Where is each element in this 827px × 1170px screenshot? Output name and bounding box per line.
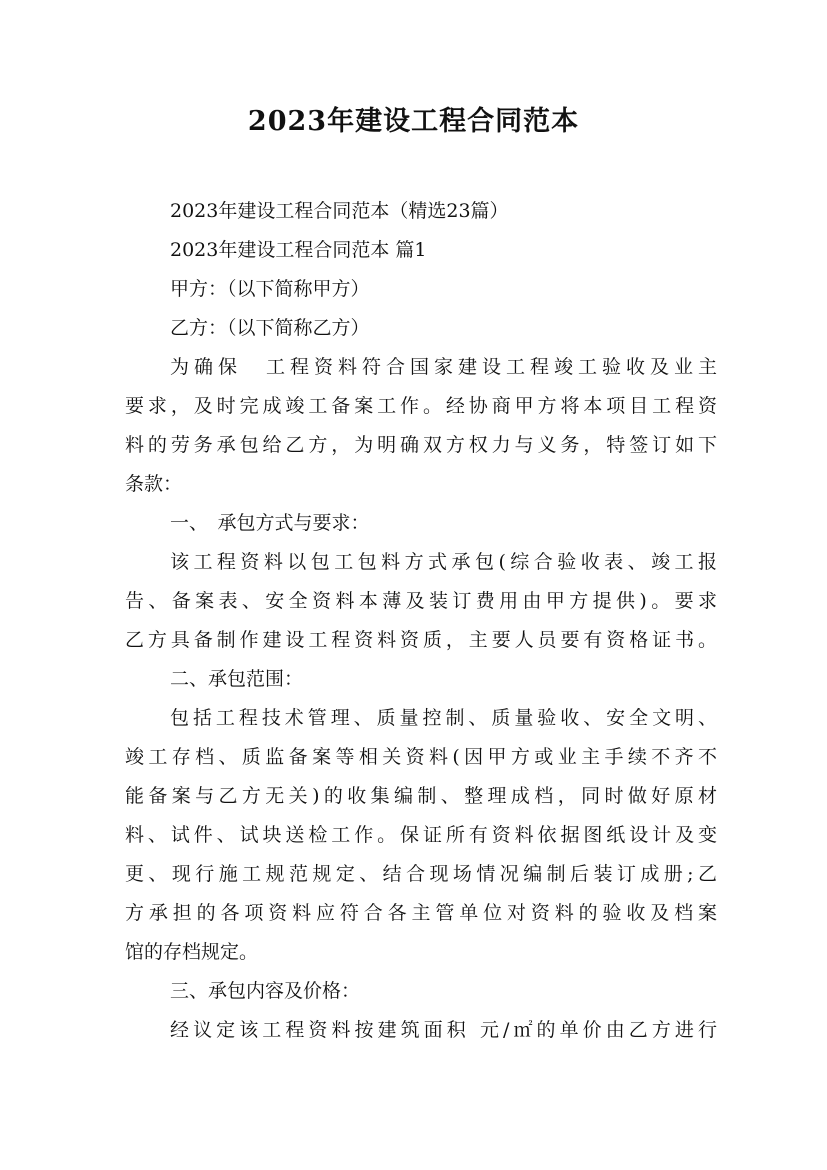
paragraph-line: 料的劳务承包给乙方，为明确双方权力与义务，特签订如下 (125, 434, 717, 456)
clause-heading: 一、 承包方式与要求： (170, 512, 370, 534)
paragraph-line: 更、现行施工规范规定、结合现场情况编制后装订成册;乙 (125, 863, 717, 885)
paragraph-line: 馆的存档规定。 (125, 941, 259, 963)
paragraph-line: 条款： (125, 473, 183, 495)
paragraph-line: 料、试件、试块送检工作。保证所有资料依据图纸设计及变 (125, 824, 717, 846)
paragraph-line: 乙方具备制作建设工程资料资质，主要人员要有资格证书。 (125, 629, 717, 651)
clause-heading: 三、承包内容及价格： (170, 980, 361, 1002)
section-heading: 2023年建设工程合同范本 篇1 (170, 239, 427, 261)
paragraph-line: 告、备案表、安全资料本薄及装订费用由甲方提供)。要求 (125, 590, 717, 612)
paragraph-line: 经议定该工程资料按建筑面积 元/㎡的单价由乙方进行 (170, 1019, 717, 1041)
document-body (125, 192, 717, 1050)
subtitle-line: 2023年建设工程合同范本（精选23篇） (170, 200, 509, 222)
paragraph-line: 方承担的各项资料应符合各主管单位对资料的验收及档案 (125, 902, 717, 924)
party-a-line: 甲方：（以下简称甲方） (170, 278, 370, 300)
clause-heading: 二、承包范围： (170, 668, 304, 690)
paragraph-line: 能备案与乙方无关)的收集编制、整理成档，同时做好原材 (125, 785, 717, 807)
document-title: 2023年建设工程合同范本 (247, 106, 580, 137)
paragraph-line: 该工程资料以包工包料方式承包(综合验收表、竣工报 (170, 551, 717, 573)
paragraph-line: 要求，及时完成竣工备案工作。经协商甲方将本项目工程资 (125, 395, 717, 417)
paragraph-line: 包括工程技术管理、质量控制、质量验收、安全文明、 (170, 707, 717, 729)
paragraph-line: 为确保 工程资料符合国家建设工程竣工验收及业主 (170, 356, 717, 378)
party-b-line: 乙方：（以下简称乙方） (170, 317, 370, 339)
paragraph-line: 竣工存档、质监备案等相关资料(因甲方或业主手续不齐不 (125, 746, 717, 768)
